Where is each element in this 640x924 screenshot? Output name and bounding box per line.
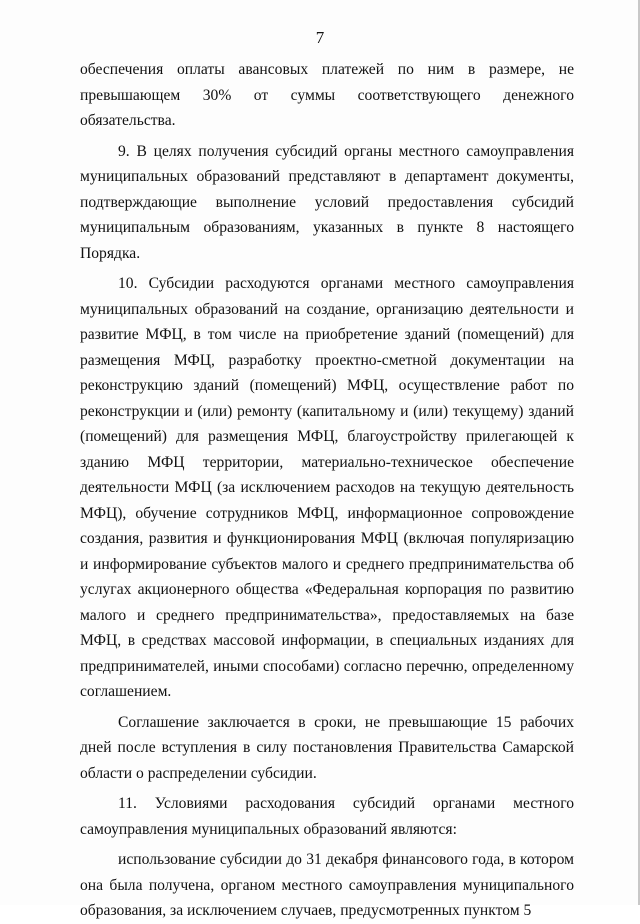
page-number: 7: [315, 28, 325, 47]
paragraph-subsidy-usage: использование субсидии до 31 декабря финансового года, в котором она была получена, органом местного самоуправления муниципального образования, за исключением случаев, предусмотренных пунктом 5: [80, 851, 574, 919]
paragraph-continuation: обеспечения оплаты авансовых платежей по ним в размере, не превышающем 30% от суммы соответствующего денежного обязательства.: [80, 61, 574, 129]
paragraph-item-10: 10. Субсидии расходуются органами местного самоуправления муниципальных образований на создание, организацию деятельности и развитие МФЦ, в том числе на приобретение зданий (помещений) для размещения МФЦ, разработку проектно-сметной документации на реконструкцию зданий (помещений) МФЦ, осуществление работ по реконструкции и (или) ремонту (капитальному и (или) текущему) зданий (помещений) для размещения МФЦ, благоустройству прилегающей к зданию МФЦ территории, материально-техническое обеспечение деятельности МФЦ (за исключением расходов на текущую деятельность МФЦ), обучение сотрудников МФЦ, информационное сопровождение создания, развития и функционирования МФЦ (включая популяризацию и информирование субъектов малого и среднего предпринимательства об услугах акционерного общества «Федеральная корпорация по развитию малого и среднего предпринимательства», предоставляемых на базе МФЦ, в средствах массовой информации, в специальных изданиях для предпринимателей, иными способами) согласно перечню, определенному соглашением.: [80, 275, 574, 700]
paragraph-agreement-terms: Соглашение заключается в сроки, не превышающие 15 рабочих дней после вступления в силу постановления Правительства Самарской области о распределении субсидии.: [80, 713, 574, 782]
paragraph-item-11: 11. Условиями расходования субсидий органами местного самоуправления муниципальных образований являются:: [80, 795, 574, 838]
document-body: [80, 57, 574, 924]
paragraph-item-9: 9. В целях получения субсидий органы местного самоуправления муниципальных образований представляют в департамент документы, подтверждающие выполнение условий предоставления субсидий муниципальным образованиям, указанных в пункте 8 настоящего Порядка.: [80, 142, 574, 262]
